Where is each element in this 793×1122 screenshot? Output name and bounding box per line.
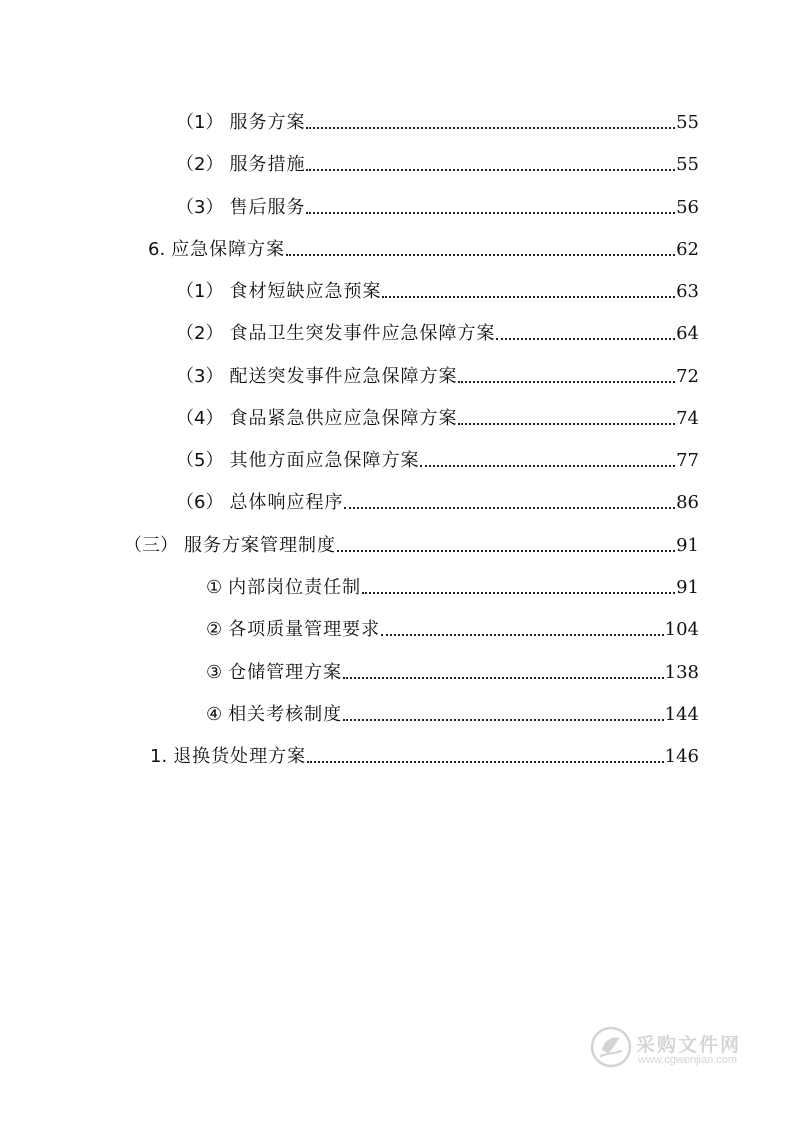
dot-leader	[343, 719, 664, 721]
toc-entry[interactable]	[176, 277, 699, 303]
toc-entry[interactable]	[176, 488, 699, 514]
toc-entry[interactable]	[206, 658, 699, 684]
toc-entry-page: 64	[676, 323, 699, 344]
toc-entry-page: 63	[676, 281, 699, 302]
toc-entry-title: 食品卫生突发事件应急保障方案	[229, 323, 496, 344]
toc-entry-page: 146	[664, 746, 699, 767]
toc-entry-page: 74	[676, 408, 699, 429]
toc-entry-number: （6）	[176, 492, 224, 513]
toc-entry-title: 食品紧急供应应急保障方案	[229, 408, 458, 429]
dot-leader	[306, 127, 675, 129]
toc-entry-page: 56	[676, 197, 699, 218]
dot-leader	[382, 296, 675, 298]
toc-entry[interactable]	[176, 319, 699, 345]
toc-entry-number: 1.	[150, 746, 168, 767]
toc-entry-number: （1）	[176, 112, 224, 133]
toc-entry-page: 77	[676, 450, 699, 471]
toc-entry[interactable]	[148, 235, 699, 261]
dot-leader	[286, 254, 675, 256]
dot-leader	[458, 423, 675, 425]
toc-entry[interactable]	[206, 573, 699, 599]
toc-entry-title: 相关考核制度	[228, 704, 343, 725]
toc-entry-title: 服务方案	[229, 112, 306, 133]
toc-entry-title: 售后服务	[229, 197, 306, 218]
watermark-site-name: 采购文件网	[636, 1034, 742, 1056]
toc-entry-page: 91	[676, 535, 699, 556]
toc-entry-title: 内部岗位责任制	[228, 577, 362, 598]
toc-entry-number: ③	[206, 662, 223, 683]
toc-entry-page: 62	[676, 239, 699, 260]
dot-leader	[420, 465, 675, 467]
toc-entry[interactable]	[150, 742, 699, 768]
dot-leader	[458, 381, 675, 383]
toc-entry-number: ①	[206, 577, 223, 598]
toc-entry[interactable]	[176, 193, 699, 219]
hand-leaf-logo-icon	[590, 1026, 632, 1068]
dot-leader	[496, 338, 675, 340]
toc-entry-number: （1）	[176, 281, 224, 302]
toc-entry-title: 退换货处理方案	[173, 746, 307, 767]
watermark	[590, 1024, 750, 1074]
dot-leader	[381, 634, 664, 636]
toc-entry[interactable]	[124, 531, 699, 557]
watermark-url: www.cgwenjian.com	[638, 1054, 738, 1066]
toc-entry-title: 服务措施	[229, 154, 306, 175]
toc-entry-title: 其他方面应急保障方案	[229, 450, 420, 471]
toc-entry-page: 144	[664, 704, 699, 725]
toc-entry-page: 55	[676, 154, 699, 175]
dot-leader	[307, 761, 663, 763]
toc-entry-number: ②	[206, 619, 223, 640]
toc-entry[interactable]	[206, 700, 699, 726]
toc-entry-title: 应急保障方案	[171, 239, 286, 260]
toc-entry-number: （2）	[176, 154, 224, 175]
toc-entry[interactable]	[176, 404, 699, 430]
toc-entry-number: ④	[206, 704, 223, 725]
toc-entry-number: （5）	[176, 450, 224, 471]
toc-entry-number: （3）	[176, 197, 224, 218]
toc-entry[interactable]	[176, 446, 699, 472]
toc-entry[interactable]	[206, 615, 699, 641]
toc-entry[interactable]	[176, 362, 699, 388]
toc-entry-number: （4）	[176, 408, 224, 429]
dot-leader	[337, 550, 675, 552]
toc-entry-page: 55	[676, 112, 699, 133]
toc-entry-page: 86	[676, 492, 699, 513]
toc-entry-number: 6.	[148, 239, 166, 260]
toc-entry-number: （2）	[176, 323, 224, 344]
dot-leader	[362, 592, 675, 594]
toc-entry-page: 91	[676, 577, 699, 598]
toc-entry-number: （3）	[176, 366, 224, 387]
toc-entry-page: 104	[664, 619, 699, 640]
toc-entry-page: 138	[664, 662, 699, 683]
toc-entry[interactable]	[176, 150, 699, 176]
dot-leader	[344, 507, 675, 509]
toc-entry-title: 服务方案管理制度	[184, 535, 336, 556]
dot-leader	[306, 212, 675, 214]
toc-entry-title: 各项质量管理要求	[228, 619, 381, 640]
dot-leader	[306, 169, 675, 171]
toc-entry-title: 仓储管理方案	[228, 662, 343, 683]
toc-entry-page: 72	[676, 366, 699, 387]
toc-entry-title: 配送突发事件应急保障方案	[229, 366, 458, 387]
toc-entry-title: 总体响应程序	[229, 492, 344, 513]
dot-leader	[343, 677, 664, 679]
toc-entry[interactable]	[176, 108, 699, 134]
toc-entry-title: 食材短缺应急预案	[229, 281, 382, 302]
toc-entry-number: （三）	[124, 535, 178, 556]
